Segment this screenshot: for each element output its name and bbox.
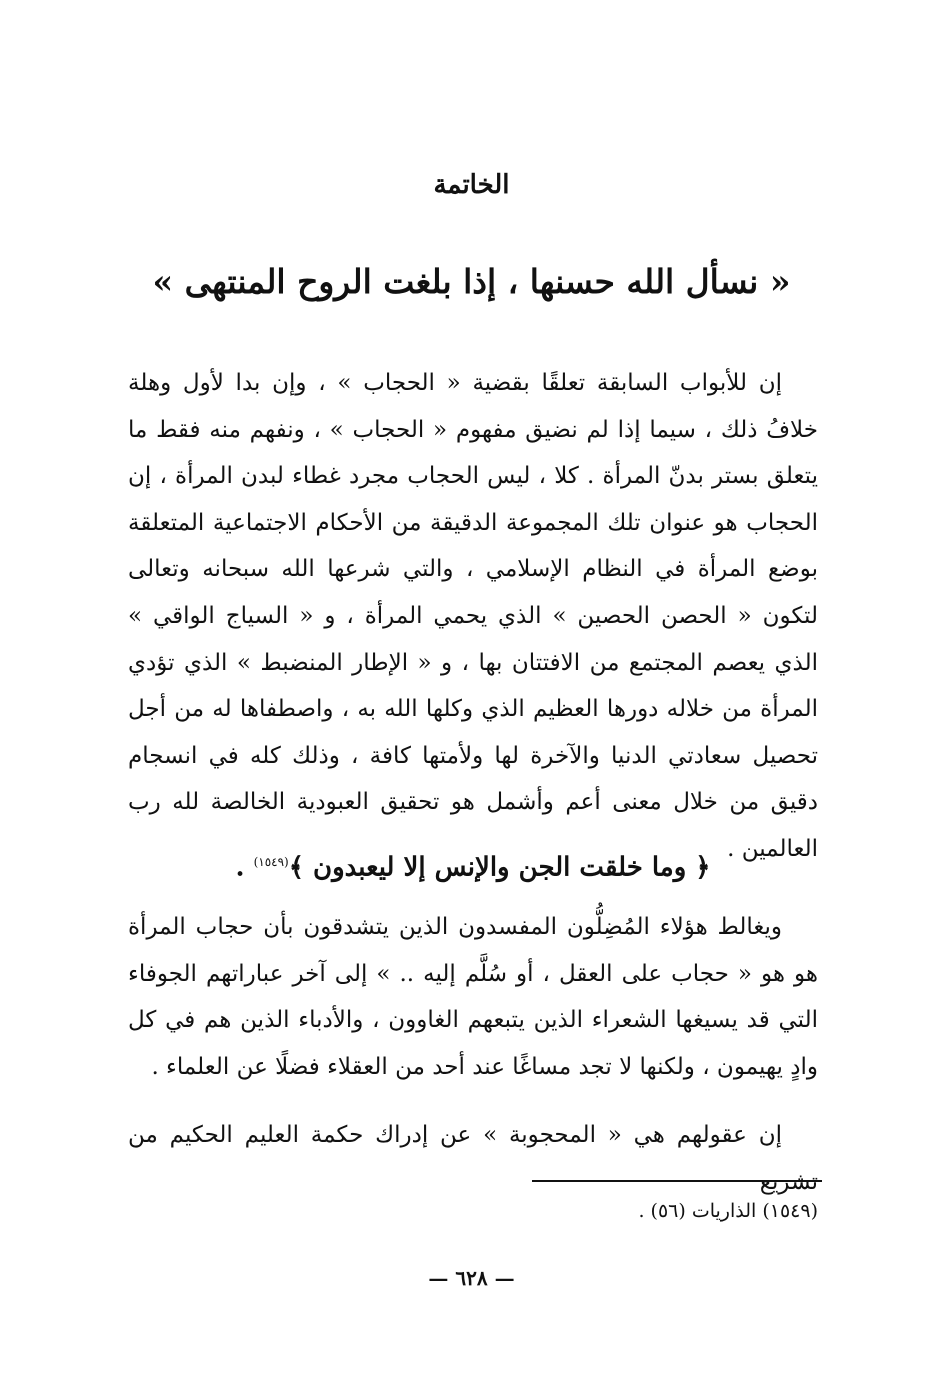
footnote: (١٥٤٩) الذاريات (٥٦) . bbox=[638, 1200, 818, 1222]
chapter-title: الخاتمة bbox=[433, 170, 510, 200]
paragraph-2: ويغالط هؤلاء المُضِلُّون المفسدون الذين يتشدقون بأن حجاب المرأة هو هو « حجاب على العقل ، أو سُلَّم إليه .. » إلى آخر عباراتهم الجوفاء التي قد يسيغها الشعراء الذين يتبعهم الغاوون ، والأدباء الذين هم في كل وادٍ يهيمون ، ولكنها لا تجد مساغًا عند أحد من العقلاء فضلًا عن العلماء . bbox=[128, 914, 818, 1080]
footnote-marker: (١٥٤٩) bbox=[253, 855, 289, 869]
page-number: — ٦٢٨ — bbox=[428, 1266, 515, 1290]
footnote-divider bbox=[532, 1180, 822, 1182]
paragraph-1-block bbox=[128, 360, 818, 873]
paragraph-2-block bbox=[128, 904, 818, 1090]
verse-text: ﴿ وما خلقت الجن والإنس إلا ليعبدون ﴾ bbox=[288, 852, 711, 883]
verse-end: . bbox=[235, 852, 254, 883]
paragraph-3-block bbox=[128, 1112, 818, 1205]
paragraph-1: إن للأبواب السابقة تعلقًا بقضية « الحجاب » ، وإن بدا لأول وهلة خلافُ ذلك ، سيما إذا لم نضيق مفهوم « الحجاب » ، ونفهم منه فقط ما يتعلق بستر بدنّ المرأة . كلا ، ليس الحجاب مجرد غطاء لبدن المرأة ، إن الحجاب هو عنوان تلك المجموعة الدقيقة من الأحكام الاجتماعية المتعلقة بوضع المرأة في النظام الإسلامي ، والتي شرعها الله سبحانه وتعالى لتكون « الحصن الحصين » الذي يحمي المرأة ، و « السياج الواقي » الذي يعصم المجتمع من الافتتان بها ، و « الإطار المنضبط » الذي تؤدي المرأة من خلاله دورها العظيم الذي وكلها الله به ، واصطفاها له من أجل تحصيل سعادتي الدنيا والآخرة لها ولأمتها كافة ، وذلك كله في انسجام دقيق من خلال معنى أعم وأشمل هو تحقيق العبودية الخالصة لله رب العالمين . bbox=[128, 370, 818, 862]
chapter-subtitle: « نسأل الله حسنها ، إذا بلغت الروح المنتهى » bbox=[152, 262, 791, 301]
quran-verse bbox=[128, 842, 818, 888]
paragraph-3: إن عقولهم هي « المحجوبة » عن إدراك حكمة العليم الحكيم من تشريع bbox=[128, 1122, 818, 1195]
